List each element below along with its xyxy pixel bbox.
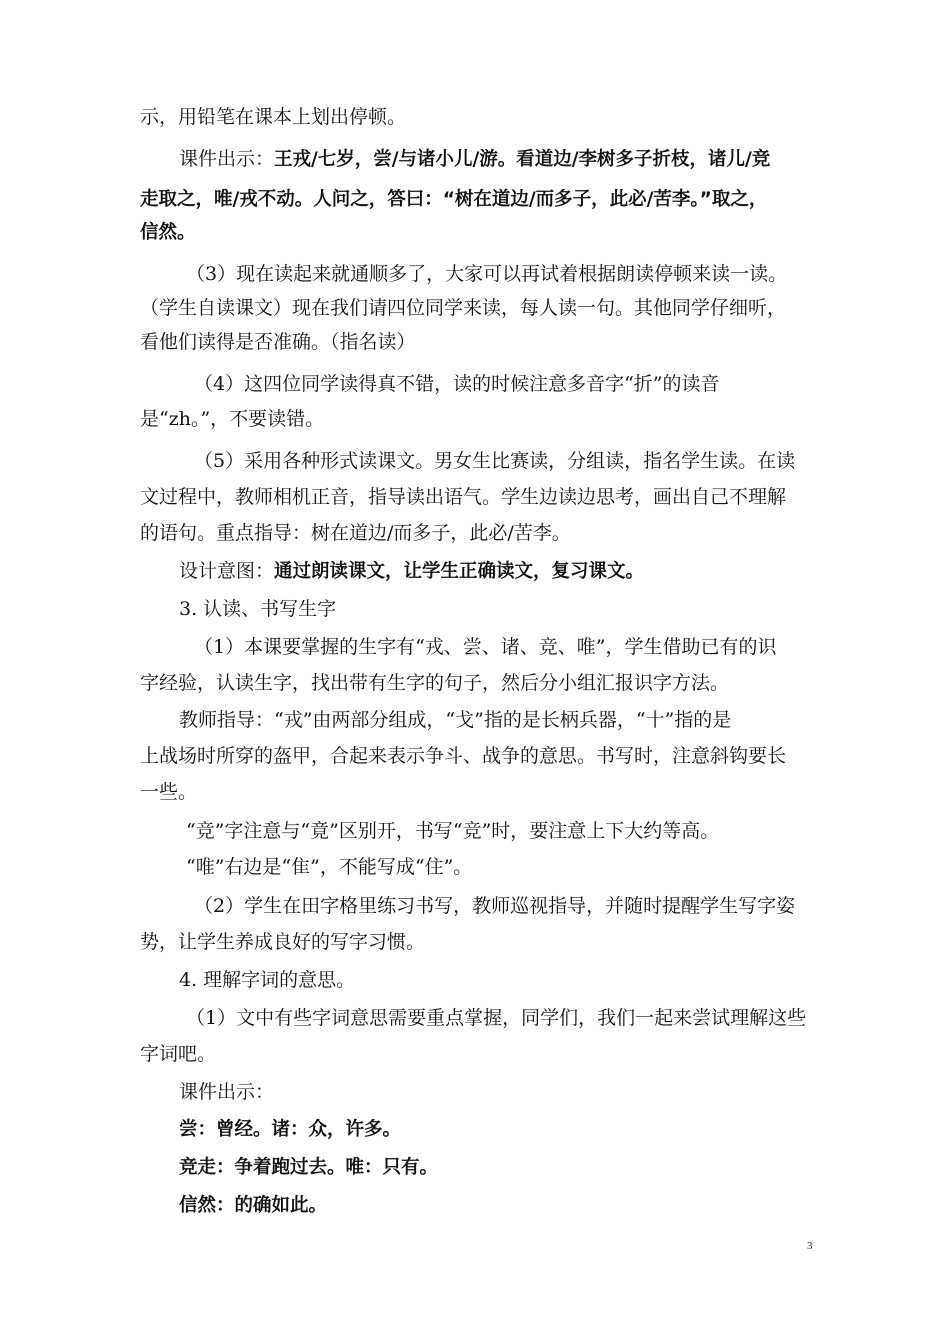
text-line: 上战场时所穿的盔甲，合起来表示争斗、战争的意思。书写时，注意斜钩要长	[140, 745, 787, 767]
text-line: 字词吧。	[140, 1043, 217, 1065]
section-heading: 4. 理解字词的意思。	[179, 969, 356, 991]
text-line: 课件出示：	[179, 1081, 275, 1103]
page-number: 3	[807, 1240, 813, 1252]
bold-text-line: 走取之，唯/戎不动。人问之，答曰：“树在道边/而多子，此必/苦李。”取之，	[140, 189, 768, 210]
text-line: （学生自读课文）现在我们请四位同学来读，每人读一句。其他同学仔细听，	[140, 297, 787, 319]
text-line: （5）采用各种形式读课文。男女生比赛读，分组读，指名学生读。在读	[194, 450, 796, 472]
text-line: 的语句。重点指导：树在道边/而多子，此必/苦李。	[140, 522, 571, 544]
text-line	[179, 559, 644, 584]
bold-text: 王戎/七岁，尝/与诸小儿/游。看道边/李树多子折枝，诸儿/竞	[274, 149, 771, 170]
text-line	[179, 147, 770, 172]
text-line: （3）现在读起来就通顺多了，大家可以再试着根据朗读停顿来读一读。	[186, 263, 788, 285]
bold-text-line: 尝：曾经。诸：众，许多。	[179, 1119, 402, 1140]
bold-text-line: 信然：的确如此。	[179, 1195, 328, 1216]
bold-text-line: 竞走：争着跑过去。唯：只有。	[179, 1157, 439, 1178]
label: 设计意图：	[179, 560, 275, 582]
text-line: （2）学生在田字格里练习书写，教师巡视指导，并随时提醒学生写字姿	[194, 895, 796, 917]
text-line: （1）文中有些字词意思需要重点掌握，同学们，我们一起来尝试理解这些	[186, 1007, 807, 1029]
bold-text: 通过朗读课文，让学生正确读文，复习课文。	[274, 561, 645, 582]
section-heading: 3. 认读、书写生字	[179, 598, 337, 620]
text-line: 文过程中，教师相机正音，指导读出语气。学生边读边思考，画出自己不理解	[140, 486, 787, 508]
text-line: “竞”字注意与“竟”区别开，书写“竞”时，要注意上下大约等高。	[186, 820, 720, 842]
text-line: 看他们读得是否准确。（指名读）	[140, 331, 416, 353]
text-line: 势，让学生养成良好的写字习惯。	[140, 931, 426, 953]
text-line: 字经验，认读生字，找出带有生字的句子，然后分小组汇报识字方法。	[140, 672, 730, 694]
text-line: （1）本课要掌握的生字有“戎、尝、诸、竞、唯”，学生借助已有的识	[194, 636, 777, 658]
text-line: 是“zh。”，不要读错。	[140, 408, 325, 430]
text-line: 示，用铅笔在课本上划出停顿。	[140, 106, 407, 128]
text-line: 一些。	[140, 781, 198, 803]
text-line: “唯”右边是“隹”，不能写成“住”。	[186, 856, 473, 878]
bold-text-line: 信然。	[140, 222, 196, 243]
label: 课件出示：	[179, 148, 275, 170]
text-line: 教师指导：“戎”由两部分组成，“戈”指的是长柄兵器，“十”指的是	[179, 709, 732, 731]
text-line: （4）这四位同学读得真不错，读的时候注意多音字“折”的读音	[194, 373, 720, 395]
